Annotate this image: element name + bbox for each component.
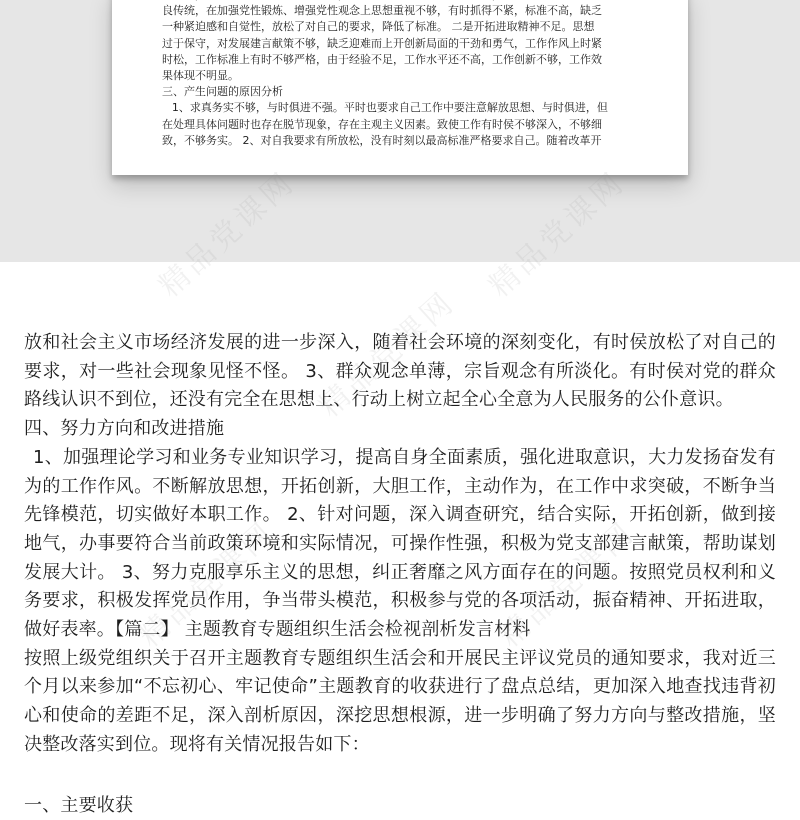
watermark: 精品党课网 xyxy=(492,514,643,655)
preview-line: 在处理具体问题时也存在脱节现象，存在主观主义因素。致使工作有时侯不够深入，不够细 xyxy=(162,117,602,131)
document-body xyxy=(24,329,776,820)
preview-line: 时松，工作标准上有时不够严格，由于经验不足，工作水平还不高，工作创新不够，工作效 xyxy=(162,52,602,66)
preview-line: 一种紧迫感和自觉性，放松了对自己的要求，降低了标准。 二是开拓进取精神不足。思想 xyxy=(162,20,595,34)
spacer xyxy=(24,760,776,788)
section-heading: 一、主要收获 xyxy=(24,794,134,816)
document-preview-card xyxy=(112,0,688,175)
preview-text xyxy=(162,0,652,149)
preview-line: 过于保守，对发展建言献策不够，缺乏迎难而上开创新局面的干劲和勇气，工作作风上时紧 xyxy=(162,36,602,50)
preview-line: 致，不够务实。 2、对自我要求有所放松，没有时刻以最高标准严格要求自己。随着改革开 xyxy=(162,133,602,147)
paragraph: 1、加强理论学习和业务专业知识学习，提高自身全面素质，强化进取意识，大力发扬奋发有为的工作作风。不断解放思想，开拓创新，大胆工作，主动作为，在工作中求突破，不断争当先锋模范，切实做好本职工作。 2、针对问题，深入调查研究，结合实际，开拓创新，做到接地气，办事要符合当前政策环境和实际情况，可操作性强，积极为党支部建言献策，帮助谋划发展大计。 3、努力克服享乐主义的思想，纠正奢靡之风方面存在的问题。按照党员权利和义务要求，积极发挥党员作用，争当带头模范，积极参与党的各项活动，振奋精神、开拓进取，做好表率。【篇二】 主题教育专题组织生活会检视剖析发言材料 xyxy=(24,446,776,641)
preview-line: 良传统，在加强党性锻炼、增强党性观念上思想重视不够，有时抓得不紧，标准不高，缺乏 xyxy=(162,4,602,18)
preview-line: 果体现不明显。 xyxy=(162,69,239,83)
watermark: 精品党课网 xyxy=(132,514,283,655)
preview-line: 1、求真务实不够，与时俱进不强。平时也要求自己工作中要注意解放思想、与时俱进，但 xyxy=(171,101,608,115)
preview-heading: 三、产生问题的原因分析 xyxy=(162,85,283,99)
paragraph: 放和社会主义市场经济发展的进一步深入，随着社会环境的深刻变化，有时侯放松了对自己的要求，对一些社会现象见怪不怪。 3、群众观念单薄，宗旨观念有所淡化。有时侯对党的群众路线认识不到位，还没有完全在思想上、行动上树立起全心全意为人民服务的公仆意识。 xyxy=(24,332,776,411)
paragraph: 按照上级党组织关于召开主题教育专题组织生活会和开展民主评议党员的通知要求，我对近三个月以来参加“不忘初心、牢记使命”主题教育的收获进行了盘点总结，更加深入地查找违背初心和使命的差距不足，深入剖析原因，深挖思想根源，进一步明确了努力方向与整改措施，坚决整改落实到位。现将有关情况报告如下： xyxy=(24,647,776,755)
watermark: 精品党课网 xyxy=(312,284,463,425)
section-heading: 四、努力方向和改进措施 xyxy=(24,418,225,440)
